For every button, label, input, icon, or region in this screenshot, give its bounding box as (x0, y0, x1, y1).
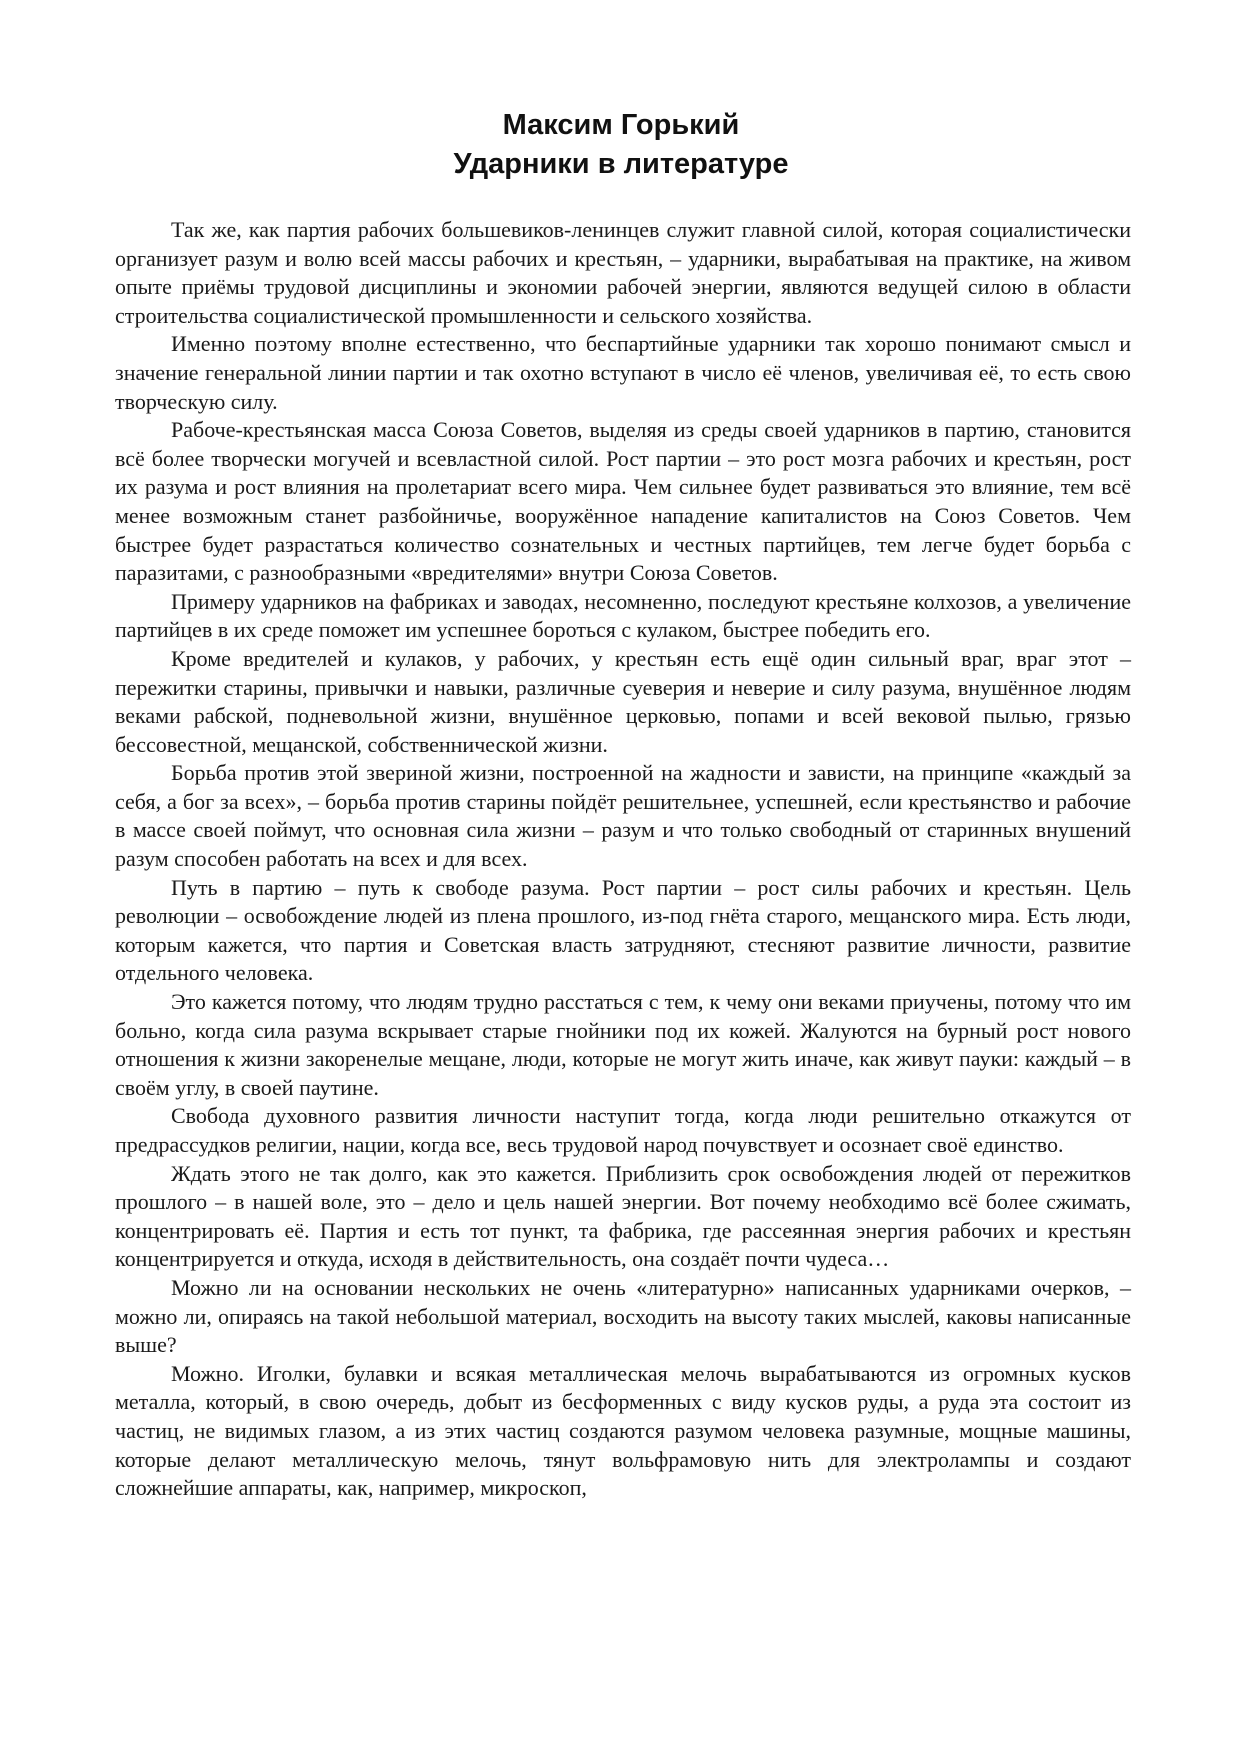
paragraph: Свобода духовного развития личности наступит тогда, когда люди решительно откажутся от предрассудков религии, нации, когда все, весь трудовой народ почувствует и осознает своё единство. (115, 1103, 1131, 1157)
paragraph: Так же, как партия рабочих большевиков-ленинцев служит главной силой, которая социалистически организует разум и волю всей массы рабочих и крестьян, – ударники, вырабатывая на практике, на живом опыте приёмы трудовой дисциплины и экономии рабочей энергии, являются ведущей силою в области строительства социалистической промышленности и сельского хозяйства. (115, 217, 1131, 328)
paragraph: Можно. Иголки, булавки и всякая металлическая мелочь вырабатываются из огромных кусков металла, который, в свою очередь, добыт из бесформенных с виду кусков руды, а руда эта состоит из частиц, не видимых глазом, а из этих частиц создаются разумом человека разумные, мощные машины, которые делают металлическую мелочь, тянут вольфрамовую нить для электролампы и создают сложнейшие аппараты, как, например, микроскоп, (115, 1360, 1131, 1501)
paragraph: Борьба против этой звериной жизни, построенной на жадности и зависти, на принципе «каждый за себя, а бог за всех», – борьба против старины пойдёт решительнее, успешней, если крестьянство и рабочие в массе своей поймут, что основная сила жизни – разум и что только свободный от старинных внушений разум способен работать на всех и для всех. (115, 760, 1131, 872)
paragraph: Рабоче-крестьянская масса Союза Советов, выделяя из среды своей ударников в партию, становится всё более творчески могучей и всевластной силой. Рост партии – это рост мозга рабочих и крестьян, рост их разума и рост влияния на пролетариат всего мира. Чем сильнее будет развиваться это влияние, тем всё менее возможным станет разбойничье, вооружённое нападение капиталистов на Союз Советов. Чем быстрее будет разрастаться количество сознательных и честных партийцев, тем легче будет борьба с паразитами, с разнообразными «вредителями» внутри Союза Советов. (115, 417, 1131, 586)
paragraph: Именно поэтому вполне естественно, что беспартийные ударники так хорошо понимают смысл и значение генеральной линии партии и так охотно вступают в число её членов, увеличивая её, то есть свою творческую силу. (115, 331, 1131, 414)
document-title: Ударники в литературе (453, 148, 789, 180)
paragraph: Путь в партию – путь к свободе разума. Рост партии – рост силы рабочих и крестьян. Цель революции – освобождение людей из плена прошлого, из-под гнёта старого, мещанского мира. Есть люди, которым кажется, что партия и Советская власть затрудняют, стесняют развитие личности, развитие отдельного человека. (115, 874, 1131, 986)
paragraph: Это кажется потому, что людям трудно расстаться с тем, к чему они веками приучены, потому что им больно, когда сила разума вскрывает старые гнойники под их кожей. Жалуются на бурный рост нового отношения к жизни закоренелые мещане, люди, которые не могут жить иначе, как живут пауки: каждый – в своём углу, в своей паутине. (115, 989, 1131, 1100)
author-name: Максим Горький (502, 109, 740, 141)
paragraph: Можно ли на основании нескольких не очень «литературно» написанных ударниками очерков, – можно ли, опираясь на такой небольшой материал, восходить на высоту таких мыслей, каковы написанные выше? (115, 1274, 1131, 1358)
title-block (0, 106, 1242, 184)
paragraph: Ждать этого не так долго, как это кажется. Приблизить срок освобождения людей от пережитков прошлого – в нашей воле, это – дело и цель нашей энергии. Вот почему необходимо всё более сжимать, концентрировать её. Партия и есть тот пункт, та фабрика, где рассеянная энергия рабочих и крестьян концентрируется и откуда, исходя в действительность, она создаёт почти чудеса… (115, 1160, 1131, 1272)
paragraph: Кроме вредителей и кулаков, у рабочих, у крестьян есть ещё один сильный враг, враг этот – пережитки старины, привычки и навыки, различные суеверия и неверие и силу разума, внушённое людям веками рабской, подневольной жизни, внушённое церковью, попами и всей вековой пылью, грязью бессовестной, мещанской, собственнической жизни. (115, 645, 1131, 757)
body-text (115, 216, 1131, 1503)
paragraph: Примеру ударников на фабриках и заводах, несомненно, последуют крестьяне колхозов, а увеличение партийцев в их среде поможет им успешнее бороться с кулаком, быстрее победить его. (115, 588, 1131, 643)
